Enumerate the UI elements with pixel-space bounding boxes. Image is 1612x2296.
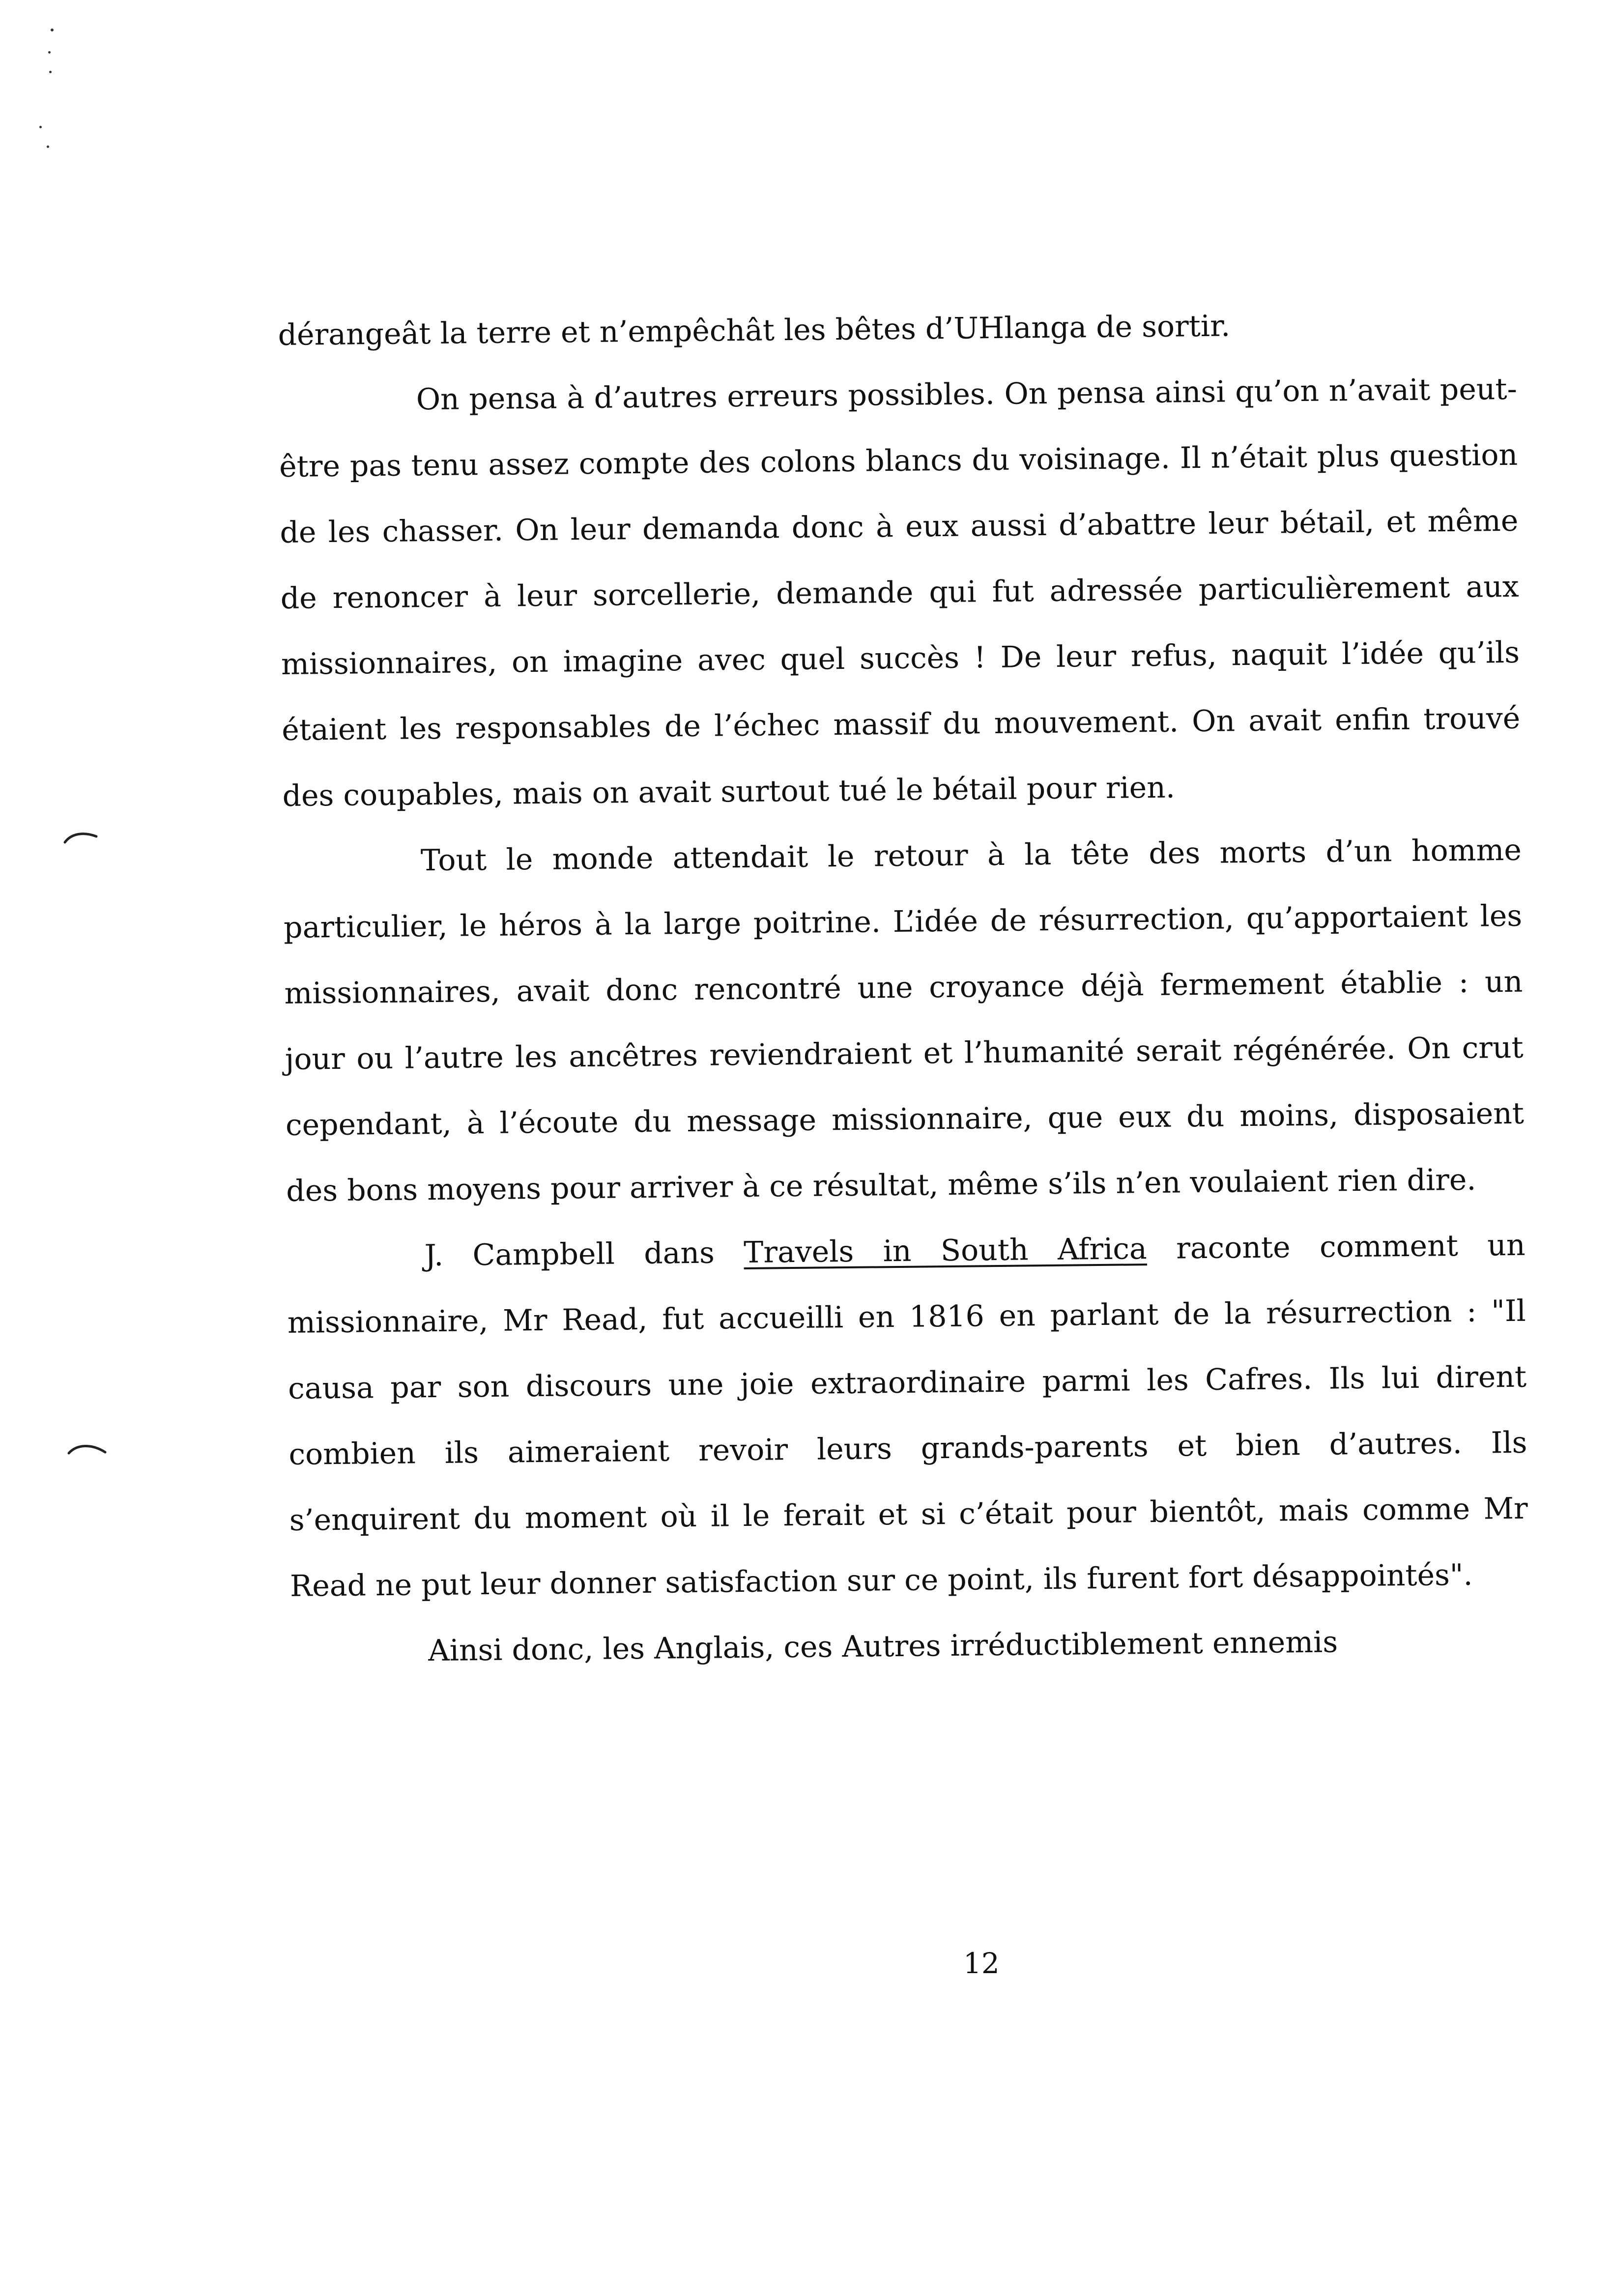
paragraph-3 — [283, 817, 1525, 1224]
punch-hole-mark-top — [64, 831, 98, 847]
scan-speck-5 — [47, 145, 49, 148]
scan-speck-1 — [51, 29, 54, 31]
scan-speck-3 — [49, 71, 52, 73]
book-title: Travels in South Africa — [743, 1232, 1148, 1270]
page-number: 12 — [963, 1947, 1000, 1980]
paragraph-text: raconte comment un missionnaire, Mr Read, fut accueilli en 1816 en parlant de la résurrection : "Il causa par son discours une joie extraordinaire parmi les Cafres. Ils lui dirent combien ils aimeraient revoir leurs grands-parents et bien d’autres. Ils s’enquirent du moment où il le ferait et si c’était pour bientôt, mais comme Mr Read ne put leur donner satisfaction sur ce point, ils furent fort désappointés". — [287, 1228, 1528, 1604]
paragraph-text: Tout le monde attendait le retour à la tête des morts d’un homme particulier, le héros à la large poitrine. L’idée de résurrection, qu’apportaient les missionnaires, avait donc rencontré une croyance déjà fermement établie : un jour ou l’autre les ancêtres reviendraient et l’humanité serait régénérée. On crut cependant, à l’écoute du message missionnaire, que eux du moins, disposaient des bons moyens pour arriver à ce résultat, même s’ils n’en voulaient rien dire. — [283, 832, 1525, 1208]
paragraph-5 — [290, 1607, 1529, 1685]
scan-speck-4 — [39, 126, 42, 128]
paragraph-text: On pensa à d’autres erreurs possibles. On pensa ainsi qu’on n’avait peut-être pas tenu assez compte des colons blancs du voisinage. Il n’était plus question de les chasser. On leur demanda donc à eux aussi d’abattre leur bétail, et même de renoncer à leur sorcellerie, demande qui fut adressée particulièrement aux missionnaires, on imagine avec quel succès ! De leur refus, naquit l’idée qu’ils étaient les responsables de l’échec massif du mouvement. On avait enfin trouvé des coupables, mais on avait surtout tué le bétail pour rien. — [279, 372, 1521, 813]
paragraph-1 — [278, 290, 1517, 368]
paragraph-text: Ainsi donc, les Anglais, ces Autres irréductiblement ennemis — [428, 1625, 1338, 1668]
paragraph-text: J. Campbell dans — [424, 1235, 744, 1273]
punch-hole-mark-bottom — [68, 1442, 107, 1459]
body-text — [278, 290, 1529, 1685]
paragraph-4 — [287, 1212, 1529, 1619]
paragraph-text: dérangeât la terre et n’empêchât les bêtes d’UHlanga de sortir. — [278, 309, 1231, 352]
paragraph-2 — [278, 356, 1521, 829]
scan-speck-2 — [48, 51, 51, 54]
